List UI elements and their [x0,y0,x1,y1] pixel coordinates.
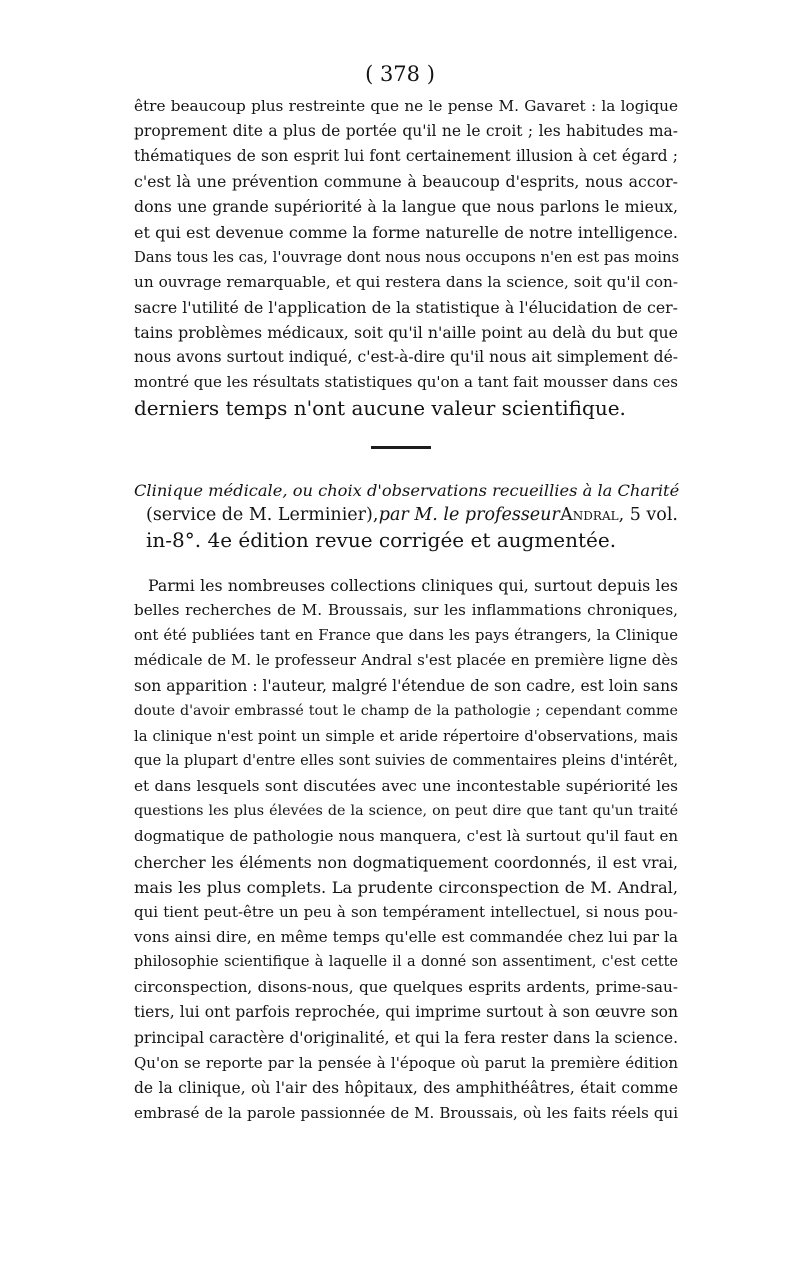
text-line: et dans lesquels sont discutées avec une incontestable supériorité les [134,777,678,795]
text-line: dogmatique de pathologie nous manquera, c'est là surtout qu'il faut en [134,827,678,845]
text-line: principal caractère d'originalité, et qui la fera rester dans la science. [134,1029,678,1047]
text-line: Dans tous les cas, l'ouvrage dont nous nous occupons n'en est pas moins [134,249,680,266]
title-author [560,503,678,528]
text-line: de la clinique, où l'air des hôpitaux, des amphithéâtres, était comme [134,1079,678,1097]
title-fragment: (service de M. Lerminier), [146,505,379,525]
text-line: philosophie scientifique à laquelle il a donné son assentiment, c'est cette [134,954,678,970]
text-line: ont été publiées tant en France que dans les pays étrangers, la Clinique [134,627,678,644]
text-line: que la plupart d'entre elles sont suivies de commentaires pleins d'intérêt, [134,753,678,769]
text-line: son apparition : l'auteur, malgré l'étendue de son cadre, est loin sans [134,677,679,695]
text-line: la clinique n'est point un simple et aride répertoire d'observations, mais [134,728,678,745]
page-number: ( 378 ) [365,62,435,86]
text-line: mais les plus complets. La prudente circonspection de M. Andral, [134,878,678,897]
title-fragment: , 5 vol. [618,505,678,525]
text-line: c'est là une prévention commune à beaucoup d'esprits, nous accor- [134,172,678,191]
text-line: dons une grande supériorité à la langue que nous parlons le mieux, [134,197,678,216]
text-line: montré que les résultats statistiques qu'on a tant fait mousser dans ces [134,373,678,391]
text-line: doute d'avoir embrassé tout le champ de la pathologie ; cependant comme [134,703,678,719]
text-line: embrasé de la parole passionnée de M. Broussais, où les faits réels qui [134,1104,678,1122]
text-line: Qu'on se reporte par la pensée à l'époque où parut la première édition [134,1054,678,1072]
text-line: médicale de M. le professeur Andral s'est placée en première ligne dès [134,651,678,669]
text-line: sacre l'utilité de l'application de la statistique à l'élucidation de cer- [134,298,678,317]
text-line: un ouvrage remarquable, et qui restera dans la science, soit qu'il con- [134,273,678,291]
text-line: tiers, lui ont parfois reprochée, qui imprime surtout à son œuvre son [134,1003,678,1021]
title-line: in-8°. 4e édition revue corrigée et augmentée. [146,528,617,552]
author-name: Andral [560,505,619,525]
text-line: tains problèmes médicaux, soit qu'il n'aille point au delà du but que [134,323,678,342]
text-line: thématiques de son esprit lui font certainement illusion à cet égard ; [134,147,678,165]
text-line: belles recherches de M. Broussais, sur les inflammations chroniques, [134,601,678,619]
text-line: Parmi les nombreuses collections cliniques qui, surtout depuis les [148,576,678,595]
title-line [146,503,678,528]
title-line: Clinique médicale, ou choix d'observations recueillies à la Charité [134,481,680,500]
text-line: circonspection, disons-nous, que quelques esprits ardents, prime-sau- [134,978,678,996]
section-divider [371,446,431,449]
text-line: derniers temps n'ont aucune valeur scientifique. [134,396,626,420]
title-fragment: par M. le professeur [378,505,560,525]
text-line: chercher les éléments non dogmatiquement coordonnés, il est vrai, [134,853,678,872]
text-line: nous avons surtout indiqué, c'est-à-dire qu'il nous ait simplement dé- [134,348,678,366]
text-line: proprement dite a plus de portée qu'il ne le croit ; les habitudes ma- [134,122,678,140]
text-line: et qui est devenue comme la forme naturelle de notre intelligence. [134,223,678,242]
text-line: être beaucoup plus restreinte que ne le pense M. Gavaret : la logique [134,97,678,115]
text-line: questions les plus élevées de la science, on peut dire que tant qu'un traité [134,803,678,819]
text-line: qui tient peut-être un peu à son tempérament intellectuel, si nous pou- [134,903,678,921]
text-line: vons ainsi dire, en même temps qu'elle est commandée chez lui par la [134,928,678,946]
